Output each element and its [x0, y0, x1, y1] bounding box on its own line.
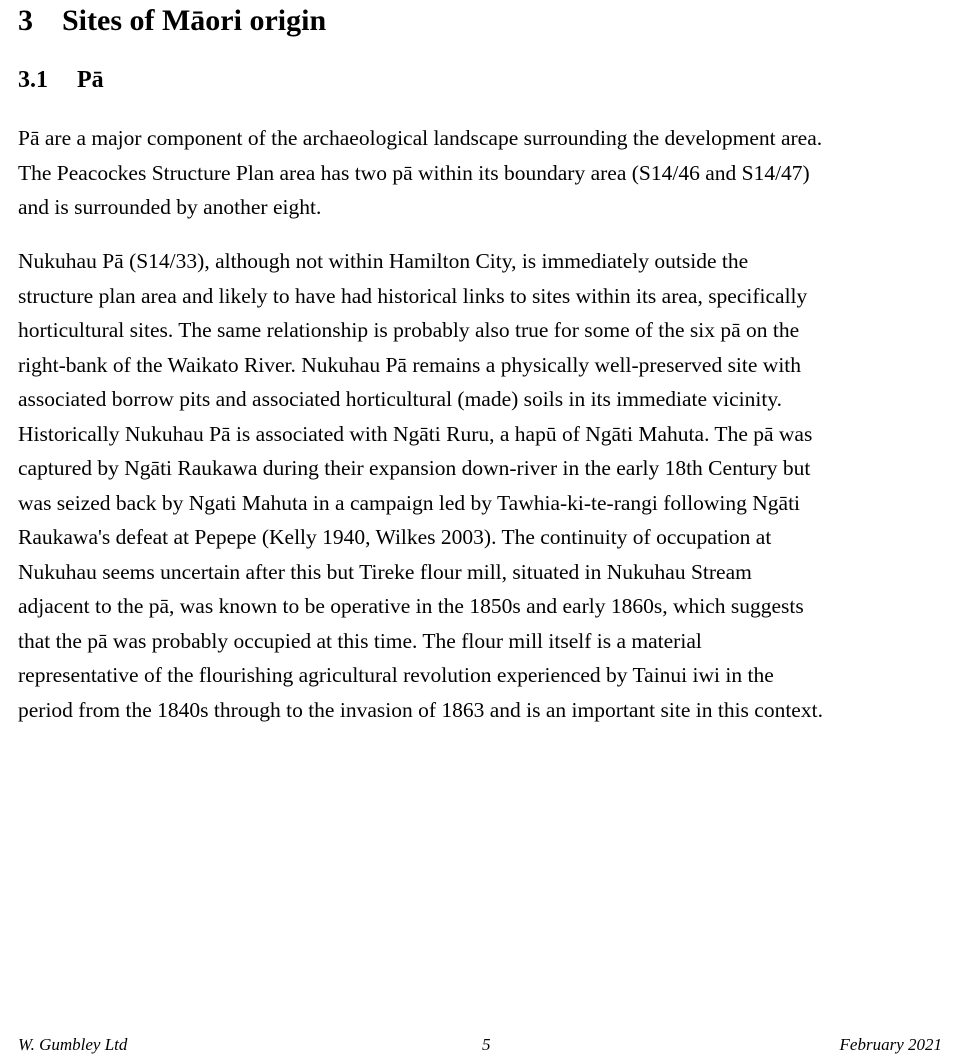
paragraph-line: horticultural sites. The same relationship is probably also true for some of the six pā on the	[18, 318, 800, 342]
paragraph-nukuhau-pa	[18, 244, 958, 727]
subsection-title: Pā	[77, 67, 104, 93]
paragraph-line: Pā are a major component of the archaeological landscape surrounding the development area.	[18, 126, 823, 150]
subsection-heading	[18, 63, 104, 97]
footer-page-number: 5	[482, 1035, 491, 1054]
paragraph-line: period from the 1840s through to the invasion of 1863 and is an important site in this context.	[18, 697, 823, 722]
paragraph-line: representative of the flourishing agricultural revolution experienced by Tainui iwi in the	[18, 663, 774, 687]
paragraph-line: and is surrounded by another eight.	[18, 195, 322, 219]
section-title: Sites of Māori origin	[62, 4, 327, 37]
subsection-number: 3.1	[18, 67, 48, 93]
section-number: 3	[18, 4, 33, 37]
paragraph-line: Nukuhau Pā (S14/33), although not within Hamilton City, is immediately outside the	[18, 249, 749, 273]
paragraph-line: captured by Ngāti Raukawa during their expansion down-river in the early 18th Century but	[18, 456, 811, 480]
section-heading	[18, 1, 326, 41]
paragraph-pa-overview	[18, 121, 958, 225]
paragraph-line: adjacent to the pā, was known to be operative in the 1850s and early 1860s, which suggests	[18, 594, 804, 618]
paragraph-line: structure plan area and likely to have had historical links to sites within its area, specifically	[18, 283, 808, 308]
footer-date: February 2021	[839, 1035, 942, 1054]
paragraph-line: Nukuhau seems uncertain after this but Tireke flour mill, situated in Nukuhau Stream	[18, 559, 752, 584]
paragraph-line: was seized back by Ngati Mahuta in a campaign led by Tawhia-ki-te-rangi following Ngāti	[18, 490, 801, 515]
paragraph-line: The Peacockes Structure Plan area has two pā within its boundary area (S14/46 and S14/47)	[18, 160, 810, 185]
paragraph-line: that the pā was probably occupied at this time. The flour mill itself is a material	[18, 628, 702, 653]
paragraph-line: right-bank of the Waikato River. Nukuhau Pā remains a physically well-preserved site with	[18, 352, 802, 377]
paragraph-line: associated borrow pits and associated horticultural (made) soils in its immediate vicinity.	[18, 387, 783, 411]
footer-author: W. Gumbley Ltd	[18, 1035, 128, 1054]
paragraph-line: Raukawa's defeat at Pepepe (Kelly 1940, Wilkes 2003). The continuity of occupation at	[18, 525, 772, 549]
paragraph-line: Historically Nukuhau Pā is associated with Ngāti Ruru, a hapū of Ngāti Mahuta. The pā was	[18, 421, 813, 446]
